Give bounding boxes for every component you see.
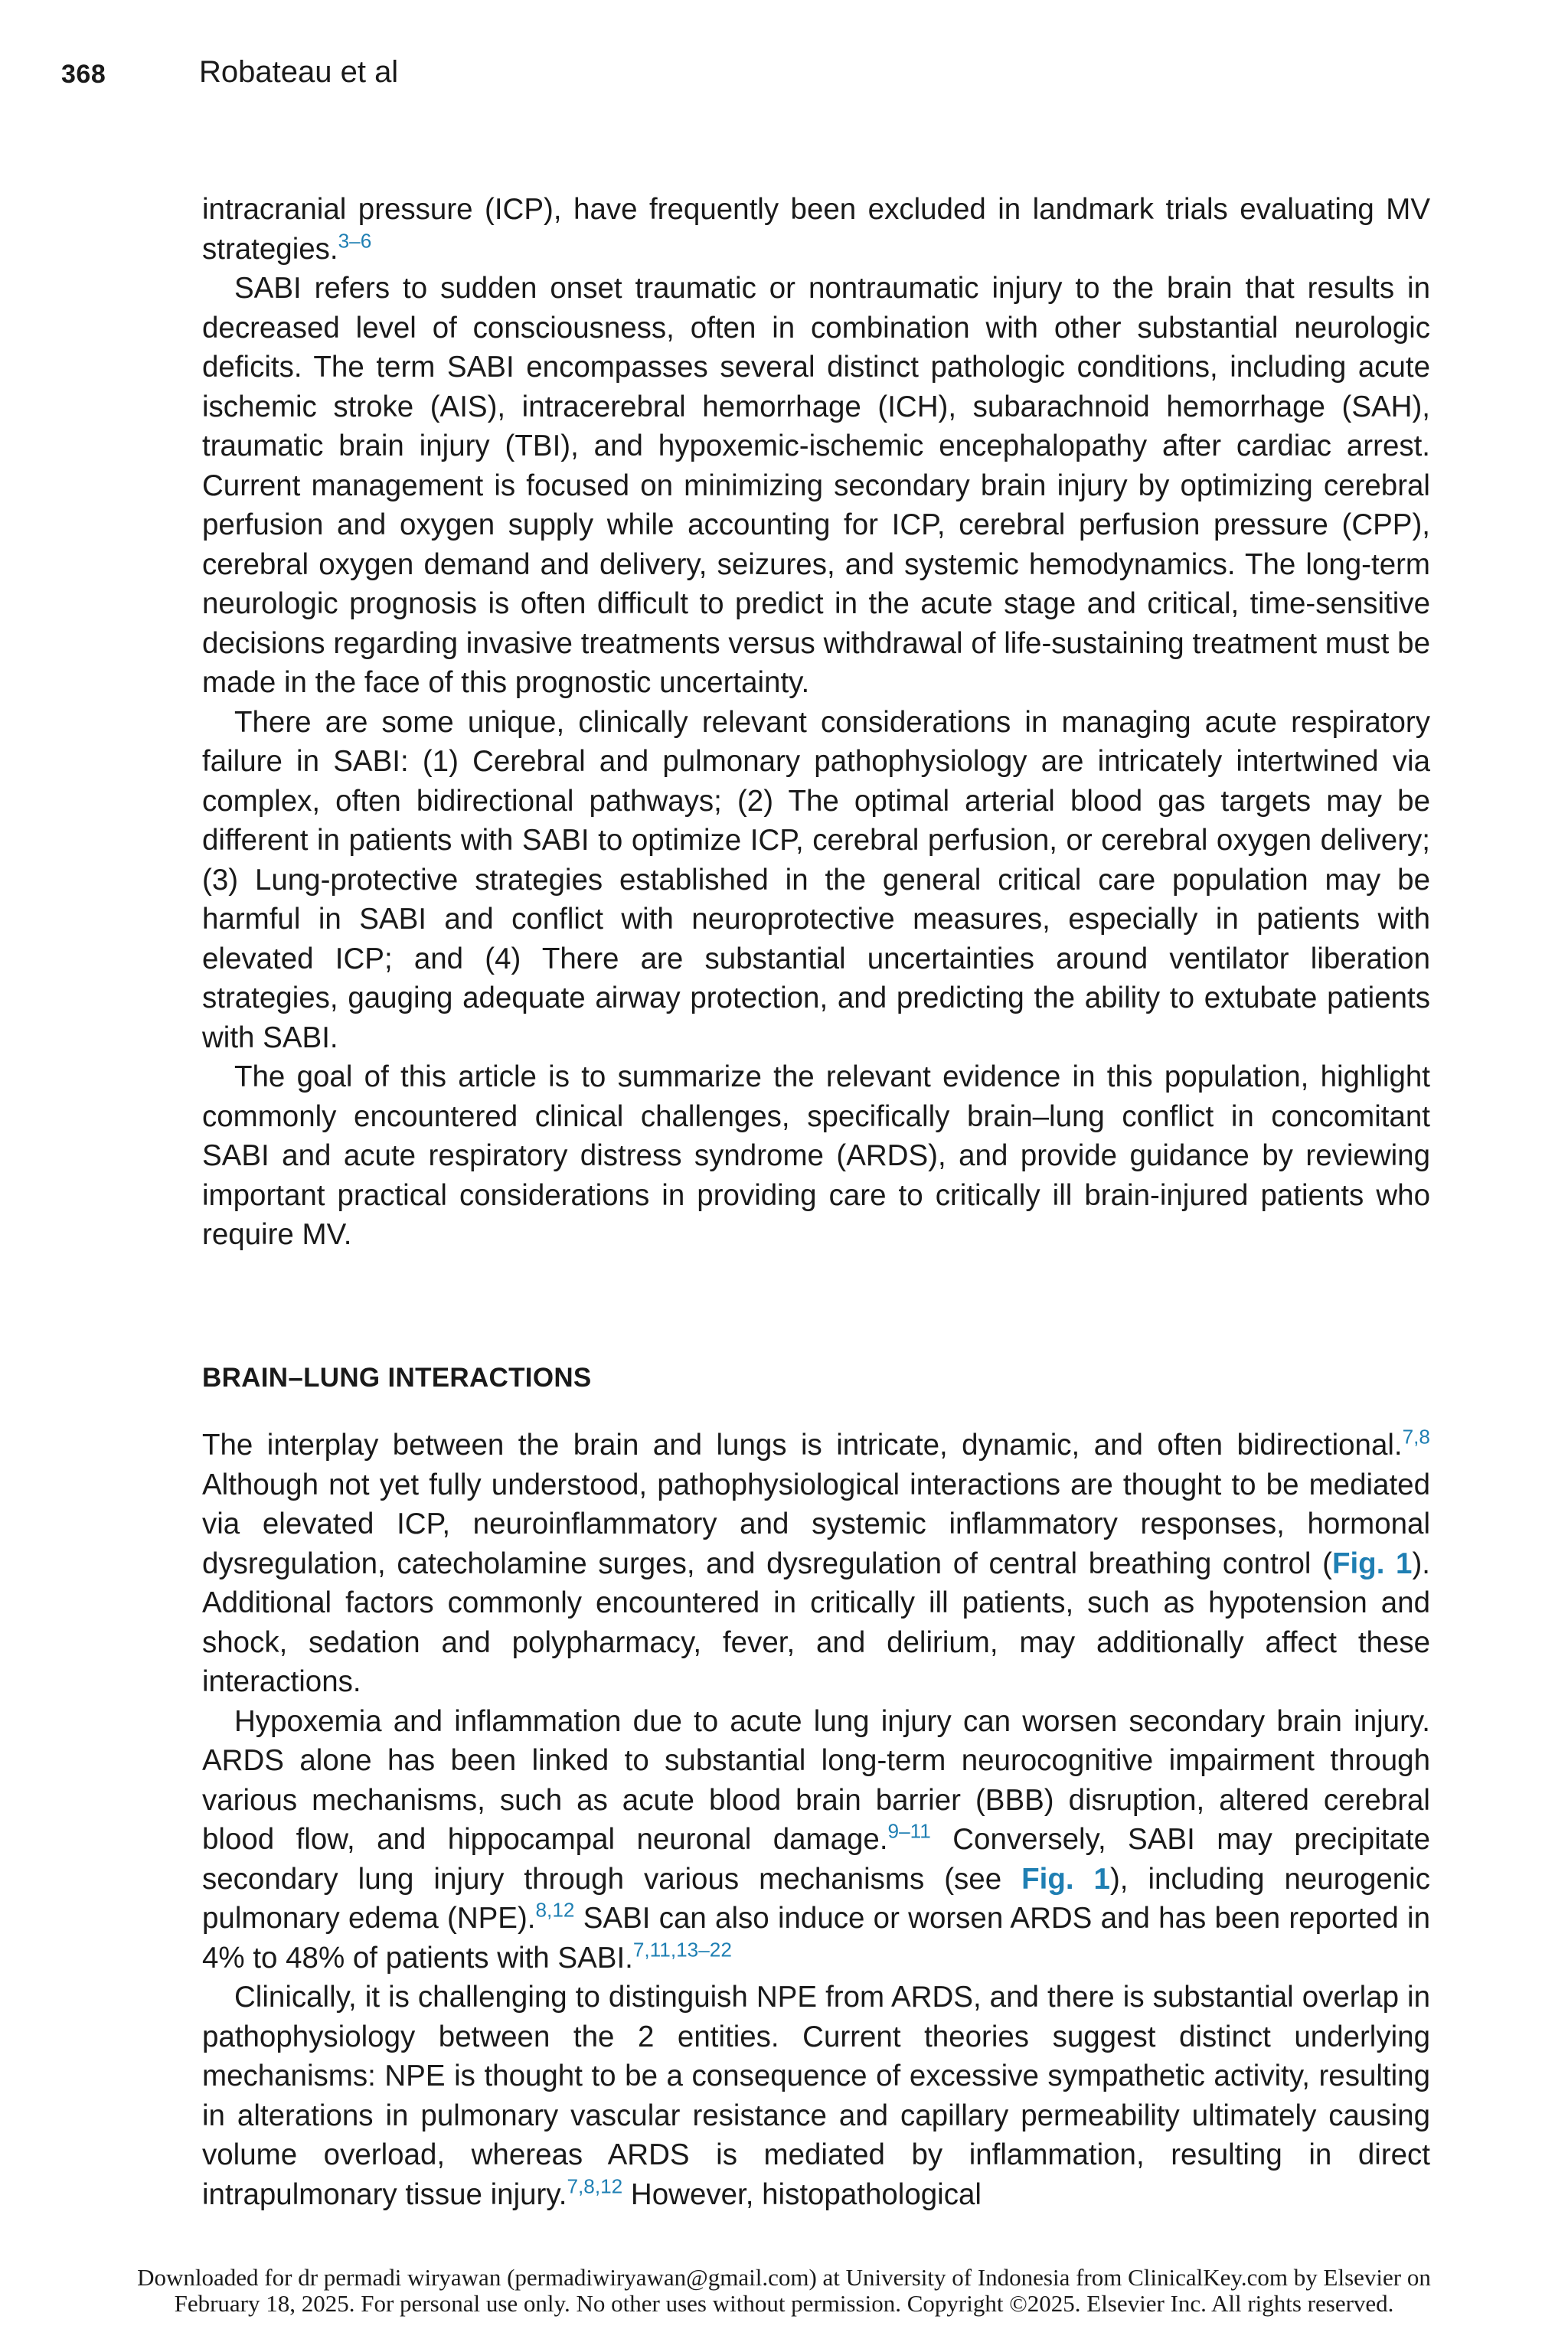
paragraph-1-text: intracranial pressure (ICP), have frequently been excluded in landmark trials evaluating MV strategies. [202,193,1430,266]
text-run: Clinically, it is challenging to distinguish NPE from ARDS, and there is substantial overlap in pathophysiology between the 2 entities. Current theories suggest distinct underlying mechanisms: NPE is thought to be a consequence of excessive sympathetic activity, resulting in alterations in pulmonary vascular resistance and capillary permeability ultimately causing volume overload, whereas ARDS is mediated by inflammation, resulting in direct intrapulmonary tissue injury. [202,1981,1430,2211]
running-head-authors: Robateau et al [199,55,399,89]
paragraph-1 [202,190,1430,269]
section-text [202,1426,1430,2214]
citation-ref[interactable]: 3–6 [338,229,372,253]
text-run: ), including neurogenic pulmonary edema (NPE). [202,1862,1430,1935]
paragraph-3: There are some unique, clinically relevant considerations in managing acute respiratory failure in SABI: (1) Cerebral and pulmonary pathophysiology are intricately intertwined via complex, often bidirectional pathways; (2) The optimal arterial blood gas targets may be different in patients with SABI to optimize ICP, cerebral perfusion, or cerebral oxygen delivery; (3) Lung-protective strategies established in the general critical care population may be harmful in SABI and conflict with neuroprotective measures, especially in patients with elevated ICP; and (4) There are substantial uncertainties around ventilator liberation strategies, gauging adequate airway protection, and predicting the ability to extubate patients with SABI. [202,705,1430,1054]
section-heading: BRAIN–LUNG INTERACTIONS [202,1363,592,1393]
figure-link[interactable]: Fig. 1 [1021,1862,1110,1896]
text-run: However, histopathological [622,2177,982,2211]
citation-ref[interactable]: 7,8,12 [567,2174,623,2198]
figure-link[interactable]: Fig. 1 [1331,1547,1413,1580]
text-run: SABI can also induce or worsen ARDS and has been reported in 4% to 48% of patients with SABI. [202,1902,1430,1975]
footer-line-2: February 18, 2025. For personal use only. No other uses without permission. Copyright ©2025. Elsevier Inc. All rights reserved. [174,2290,1394,2317]
citation-ref[interactable]: 9–11 [887,1819,931,1843]
citation-ref[interactable]: 7,11,13–22 [632,1938,732,1962]
paragraph-4: The goal of this article is to summarize the relevant evidence in this population, highlight commonly encountered clinical challenges, specifically brain–lung conflict in concomitant SABI and acute respiratory distress syndrome (ARDS), and provide guidance by reviewing important practical considerations in providing care to critically ill brain-injured patients who require MV. [202,1060,1430,1251]
running-head [61,55,399,90]
text-run: Conversely, SABI may precipitate secondary lung injury through various mechanisms (see [202,1823,1430,1896]
section-paragraph-2 [202,1702,1430,1978]
text-run: The interplay between the brain and lungs is intricate, dynamic, and often bidirectional. [202,1429,1403,1462]
footer-line-1: Downloaded for dr permadi wiryawan (permadiwiryawan@gmail.com) at University of Indonesia from ClinicalKey.com by Elsevier on [137,2264,1431,2291]
citation-ref[interactable]: 8,12 [535,1898,575,1922]
download-footer [0,2265,1568,2317]
intro-text [202,190,1430,1255]
section-paragraph-1 [202,1426,1430,1702]
text-run: ). Additional factors commonly encountered in critically ill patients, such as hypotension and shock, sedation and polypharmacy, fever, and delirium, may additionally affect these interactions. [202,1547,1430,1698]
paragraph-2: SABI refers to sudden onset traumatic or nontraumatic injury to the brain that results in decreased level of consciousness, often in combination with other substantial neurologic deficits. The term SABI encompasses several distinct pathologic conditions, including acute ischemic stroke (AIS), intracerebral hemorrhage (ICH), subarachnoid hemorrhage (SAH), traumatic brain injury (TBI), and hypoxemic-ischemic encephalopathy after cardiac arrest. Current management is focused on minimizing secondary brain injury by optimizing cerebral perfusion and oxygen supply while accounting for ICP, cerebral perfusion pressure (CPP), cerebral oxygen demand and delivery, seizures, and systemic hemodynamics. The long-term neurologic prognosis is often difficult to predict in the acute stage and critical, time-sensitive decisions regarding invasive treatments versus withdrawal of life-sustaining treatment must be made in the face of this prognostic uncertainty. [202,272,1430,699]
page-number: 368 [61,60,106,89]
text-run: Hypoxemia and inflammation due to acute lung injury can worsen secondary brain injury. ARDS alone has been linked to substantial long-term neurocognitive impairment through various mechanisms, such as acute blood brain barrier (BBB) disruption, altered cerebral blood flow, and hippocampal neuronal damage. [202,1704,1430,1856]
section-paragraph-3 [202,1978,1430,2214]
text-run: Although not yet fully understood, pathophysiological interactions are thought to be mediated via elevated ICP, neuroinflammatory and systemic inflammatory responses, hormonal dysregulation, catecholamine surges, and dysregulation of central breathing control ( [202,1468,1430,1580]
citation-ref[interactable]: 7,8 [1402,1425,1430,1449]
